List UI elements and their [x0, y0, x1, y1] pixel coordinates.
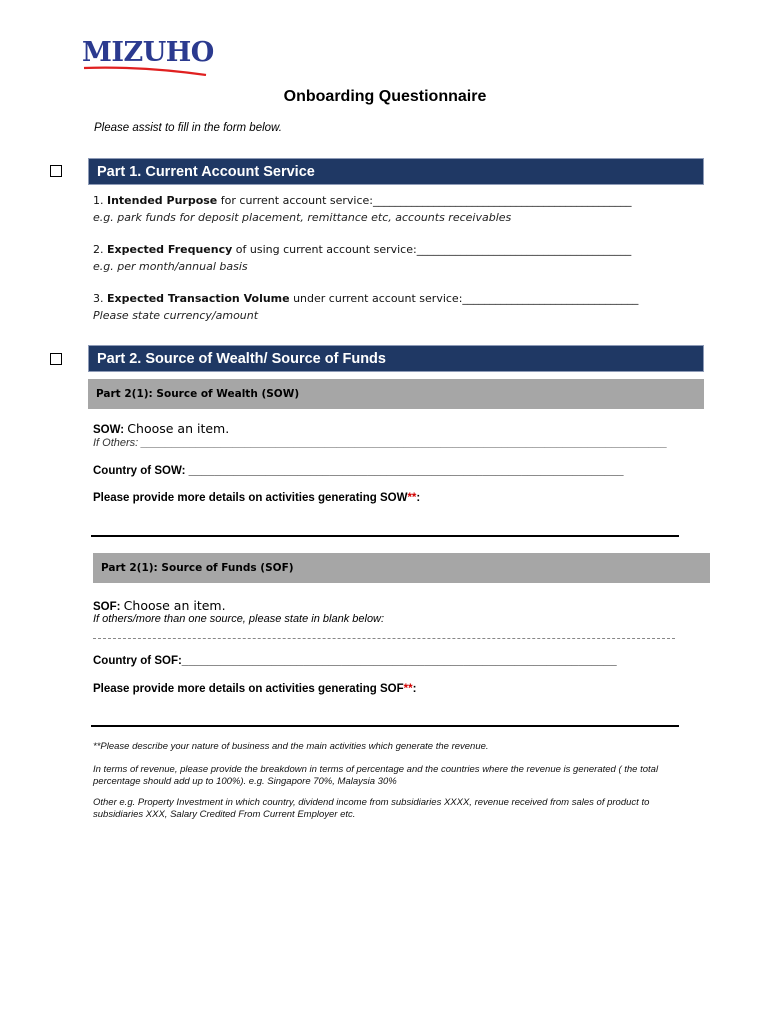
- q3-number: 3.: [93, 292, 107, 305]
- country-of-sow-field[interactable]: Country of SOW: ____________________________________________________________________: [93, 465, 624, 477]
- q2-bold: Expected Frequency: [107, 243, 233, 256]
- sof-details-line[interactable]: [91, 725, 679, 727]
- sof-dropdown[interactable]: Choose an item.: [123, 598, 226, 613]
- sow-details-line[interactable]: [91, 535, 679, 537]
- country-of-sof-field[interactable]: Country of SOF:____________________________________________________________________: [93, 655, 617, 667]
- part1-header: Part 1. Current Account Service: [88, 158, 704, 185]
- note-other-examples: Other e.g. Property Investment in which country, dividend income from subsidiaries XXXX, revenue received from sales of product to subsidiaries XXX, Salary Credited From Current Employer etc.: [93, 797, 650, 820]
- sow-label: SOW:: [93, 424, 128, 436]
- sow-details-text: Please provide more details on activities generating SOW: [93, 492, 408, 504]
- note-revenue-breakdown: In terms of revenue, please provide the breakdown in terms of percentage and the countries where the revenue is generated ( the total percentage should add up to 100%). e.g. Singapore 70%, Malaysia 30%: [93, 764, 659, 787]
- sof-details-text: Please provide more details on activities generating SOF: [93, 683, 404, 695]
- q2-rest: of using current account service:_______________________________________: [232, 243, 632, 256]
- q3-hint: Please state currency/amount: [93, 309, 259, 322]
- question-intended-purpose[interactable]: [93, 194, 632, 207]
- part1-checkbox[interactable]: [50, 165, 62, 177]
- sow-colon: :: [416, 492, 421, 504]
- sow-subheader: Part 2(1): Source of Wealth (SOW): [88, 379, 704, 409]
- q2-number: 2.: [93, 243, 107, 256]
- q2-hint: e.g. per month/annual basis: [93, 260, 248, 273]
- sow-field[interactable]: [93, 420, 229, 438]
- sow-dropdown[interactable]: Choose an item.: [127, 421, 230, 436]
- question-transaction-volume[interactable]: [93, 292, 638, 305]
- sof-details-label: [93, 683, 416, 695]
- page-title: Onboarding Questionnaire: [283, 88, 487, 105]
- note-business-nature: **Please describe your nature of business and the main activities which generate the revenue.: [93, 741, 489, 752]
- question-expected-frequency[interactable]: [93, 243, 631, 256]
- q3-rest: under current account service:________________________________: [289, 292, 639, 305]
- sof-colon: :: [412, 683, 417, 695]
- sof-others-text: If others/more than one source, please state in blank below:: [93, 613, 385, 625]
- logo-swoosh: [82, 64, 212, 76]
- sow-details-label: [93, 492, 420, 504]
- part2-header: Part 2. Source of Wealth/ Source of Funds: [88, 345, 704, 372]
- sof-asterisks: **: [403, 683, 413, 695]
- mizuho-logo: [82, 38, 212, 80]
- logo-text: MIZUHO: [82, 37, 214, 68]
- q1-hint: e.g. park funds for deposit placement, remittance etc, accounts receivables: [93, 211, 512, 224]
- intro-text: Please assist to fill in the form below.: [94, 122, 282, 134]
- q1-rest: for current account service:_______________________________________________: [217, 194, 632, 207]
- sof-others-line[interactable]: [93, 638, 675, 639]
- q1-number: 1.: [93, 194, 107, 207]
- sof-label: SOF:: [93, 601, 124, 613]
- q1-bold: Intended Purpose: [107, 194, 218, 207]
- part2-checkbox[interactable]: [50, 353, 62, 365]
- sow-asterisks: **: [407, 492, 417, 504]
- sof-subheader: Part 2(1): Source of Funds (SOF): [93, 553, 710, 583]
- q3-bold: Expected Transaction Volume: [107, 292, 290, 305]
- sow-others-field[interactable]: If Others: ______________________________________________________________________________________: [93, 437, 668, 449]
